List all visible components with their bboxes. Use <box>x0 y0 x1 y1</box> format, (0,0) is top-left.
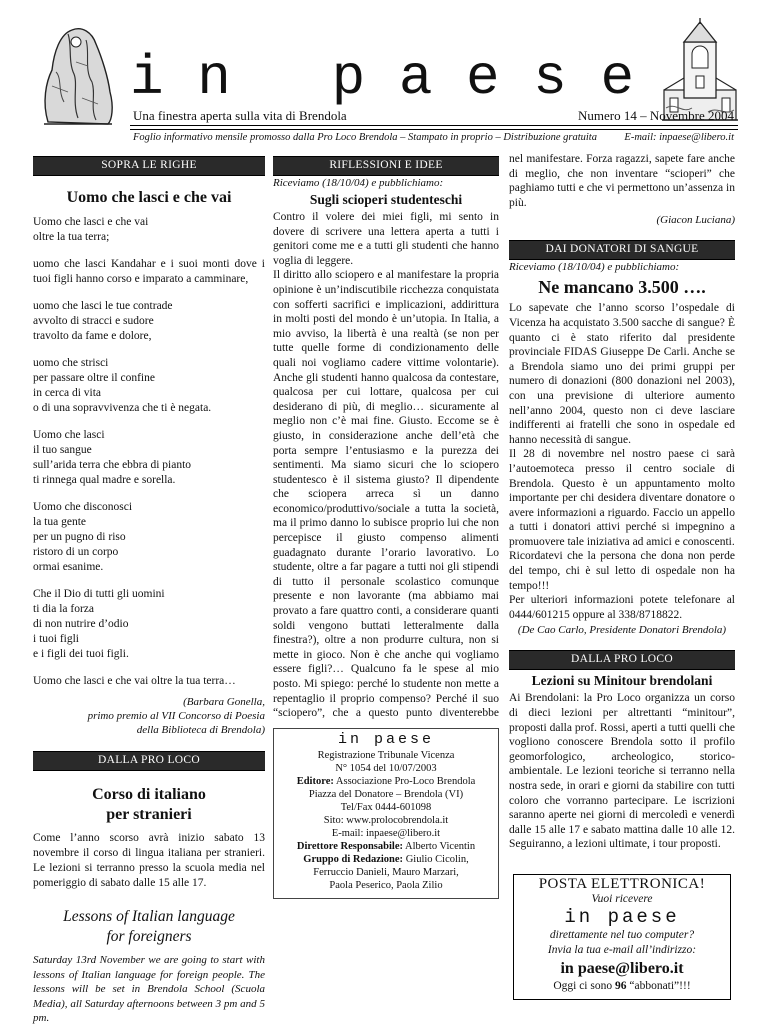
header-rule <box>130 125 738 126</box>
publication-info: Foglio informativo mensile promosso dalla Pro Loco Brendola – Stampato in proprio – Distribuzione gratuita <box>133 132 597 143</box>
poem-credit <box>33 695 265 737</box>
poem-credit-line: della Biblioteca di Brendola) <box>136 724 265 736</box>
poem-stanza <box>33 500 265 575</box>
article-kicker: Riceviamo (18/10/04) e pubblichiamo: <box>273 177 444 189</box>
column-right <box>509 152 735 1000</box>
poem-line: ti dia la forza <box>33 603 94 615</box>
poem-line: e i figli dei tuoi figli. <box>33 648 129 660</box>
poem-line: il tuo sangue <box>33 444 92 456</box>
director-line <box>278 840 494 853</box>
course-title <box>33 785 265 825</box>
editorial-group-line: Ferruccio Danieli, Mauro Marzari, <box>313 867 459 878</box>
issue-number: Numero 14 – Novembre 2004 <box>578 108 734 123</box>
section-header-donatori: DAI DONATORI DI SANGUE <box>509 240 735 260</box>
director-value: Alberto Vicentin <box>402 841 476 852</box>
article-body-minitour: Ai Brendolani: la Pro Loco organizza un corso di dieci lezioni per altrettanti “minitour”, proposti dalla prof. Rossi, aperti a tutti quelli che vogliono conoscere Brendola sotto il profilo geomorfologico, archeologico, storico-ambientale. Le lezioni teoriche si terranno nella nostra sede, in orari e giorni da stabilire con tutti coloro che vorranno partecipare. Le iscrizioni saranno aperte nei giorni di mercoledì e venerdì dalle 15 alle 17 e sabato mattina dalle 10 alle 12. Seguiranno, a lezioni ultimate, i tour proposti. <box>509 692 735 851</box>
poem-stanza <box>33 356 265 416</box>
editore-line <box>278 775 494 788</box>
poem-title: Uomo che lasci e che vai <box>66 189 232 206</box>
poem-line: uomo che strisci <box>33 357 109 369</box>
masthead-title: i n p a e s e <box>130 46 635 110</box>
header-email: E-mail: inpaese@libero.it <box>624 132 734 143</box>
editore-value: Associazione Pro-Loco Brendola <box>333 776 476 787</box>
poem-line: ristoro di un corpo <box>33 546 119 558</box>
poem-stanza <box>33 674 265 689</box>
poem-line: Uomo che disconosci <box>33 501 133 513</box>
column-left <box>33 156 265 1026</box>
subscriber-count-prefix: Oggi ci sono <box>553 979 615 992</box>
subscription-email[interactable]: in paese@libero.it <box>560 959 684 977</box>
poem-stanza <box>33 428 265 488</box>
article-title-sangue: Ne mancano 3.500 …. <box>538 277 706 298</box>
subscriber-count: 96 <box>614 979 627 992</box>
email-box-line2: Invia la tua e-mail all’indirizzo: <box>547 943 697 956</box>
rock-statue-illustration <box>38 22 118 127</box>
poem-body <box>33 215 265 689</box>
article-title-scioperi: Sugli scioperi studenteschi <box>309 192 463 207</box>
phone-line: Tel/Fax 0444-601098 <box>340 802 432 813</box>
poem-line: Uomo che lasci e che vai oltre la tua terra… <box>33 675 236 687</box>
poem-credit-line: primo premio al VII Concorso di Poesia <box>87 710 265 722</box>
section-header-pro-loco: DALLA PRO LOCO <box>509 650 735 670</box>
article-credit-decao: (De Cao Carlo, Presidente Donatori Brendola) <box>517 624 727 637</box>
subscriber-count-suffix: “abbonati”!!! <box>626 979 691 992</box>
editorial-group-line: Paola Peserico, Paola Zilio <box>329 880 443 891</box>
lessons-title-line: for foreigners <box>106 928 192 945</box>
address-line: Piazza del Donatore – Brendola (VI) <box>308 789 464 800</box>
director-label: Direttore Responsabile: <box>296 841 403 852</box>
poem-line: Uomo che lasci <box>33 429 105 441</box>
poem-line: ti rinnega qual madre e sorella. <box>33 474 176 486</box>
poem-line: travolto da fame e dolore, <box>33 330 152 342</box>
mini-masthead: in paese <box>337 731 434 748</box>
poem-line: in cerca di vita <box>33 387 102 399</box>
poem-credit-line: (Barbara Gonella, <box>183 696 265 708</box>
email-box-subtitle: Vuoi ricevere <box>591 892 653 905</box>
poem-line: i tuoi figli <box>33 633 79 645</box>
article-title-minitour: Lezioni su Minitour brendolani <box>531 673 713 689</box>
course-title-line: Corso di italiano <box>92 786 206 803</box>
article-body-sangue: Lo sapevate che l’anno scorso l’ospedale di Vicenza ha acquistato 3.500 sacche di sangue? È quanto ci è stato riferito dal presidente provinciale FIDAS Giuseppe De Carli. Anche se a Brendola siamo uno dei primi gruppi per numero di donazioni (800 donazioni nel 2003), con una previsione di ulteriore aumento nell’anno 2004, questo non ci deve lasciare indifferenti ai fratelli che sono in ospedale ed hanno necessità di sangue. Il 28 di novembre nel nostro paese ci sarà l’autoemoteca presso il centro sociale di Brendola. Questo è un appuntamento molto importante per chi desidera diventare donatore o avere informazioni a riguardo. Faccio un appello a tutti i donatori attivi perché si impegnino a promuovere tale iniziativa ad amici e conoscenti. Ricordatevi che la persona che dona non perde del tempo, chi è sul letto di ospedale non ha tempo!!! Per ulteriori informazioni potete telefonare al 0444/601215 oppure al 338/8718822. <box>509 302 735 621</box>
email-line: E-mail: inpaese@libero.it <box>331 828 441 839</box>
subscriber-count-line <box>518 979 726 994</box>
masthead-info-box <box>273 728 499 899</box>
editorial-group-value: Giulio Cicolin, <box>403 854 469 865</box>
poem-line: di non nutrire d’odio <box>33 618 129 630</box>
poem-stanza <box>33 215 265 245</box>
lessons-title <box>33 907 265 947</box>
email-subscription-box <box>513 874 731 1000</box>
poem-line: uomo che lasci le tue contrade <box>33 300 173 312</box>
email-box-line1: direttamente nel tuo computer? <box>549 928 695 941</box>
section-header-dalla-pro-loco: DALLA PRO LOCO <box>33 751 265 771</box>
poem-line: la tua gente <box>33 516 87 528</box>
section-header-riflessioni: RIFLESSIONI E IDEE <box>273 156 499 176</box>
article-body-scioperi: Contro il volere dei miei figli, mi sento in dovere di scrivere una lettera aperta a tutti i genitori come me e a tutti gli studenti che hanno voglia di leggere. Il diritto allo sciopero e al manifestare la propria opinione è un’indiscutibile ricchezza conquistata con sofferti sacrifici e implicazioni, addirittura in molti posti del mondo è un’utopia. In Italia, a mio avviso, la libertà è una realtà (se non per tutte quelle forme di condizionamento delle quali noi vogliamo cadere vittime volontarie). Anche gli studenti hanno qualcosa da contestare, qualcosa per cui lottare, qualcosa per cui desiderano di più, di meglio… sicuramente al meglio non c’è mai fine. Giusto. Eccome se è giusto, in considerazione anche dell’età che porta sempre l’entusiasmo e la purezza dei sentimenti. Ma siamo sicuri che lo sciopero studentesco è il sistema giusto? Il dipendente che sciopera arreca sì un danno economico/produttivo/sociale a tutta la società, ma il primo danno lo subisce proprio lui che non percepisce il giusto compenso alimenti guadagnato durante l’orario lavorativo. Lo studente, oltre a far pagare a tutti noi gli stipendi di tutto il personale scolastico comunque presente e non lavorante (ma abbiamo mai provato a fare quattro conti, a considerare quanti soldi vengono buttati letteralmente dalla finestra?), oltre a non produrre cultura, non si mette in gioco. Non è che anche qui vogliamo essere figli?… Qualcuno fa le spese al mio posto. Mi spiego: perché lo studente non mette a repentaglio il proprio compenso? Perché il suo “sciopero”, che a questo punto diventerebbe <box>273 211 499 720</box>
poem-line: per un pugno di riso <box>33 531 126 543</box>
poem-stanza <box>33 299 265 344</box>
poem-line: Che il Dio di tutti gli uomini <box>33 588 165 600</box>
article-continuation: nel manifestare. Forza ragazzi, sapete fare anche di meglio, che non inventare “scioperi” che paghiamo tutti e che vi permettono un’assenza in più. <box>509 153 735 209</box>
poem-stanza <box>33 257 265 287</box>
editore-label: Editore: <box>296 776 334 787</box>
poem-line: Uomo che lasci e che vai <box>33 216 149 228</box>
website-line: Sito: www.prolocobrendola.it <box>323 815 449 826</box>
editorial-group-label: Gruppo di Redazione: <box>303 854 404 865</box>
article-credit-giacon: (Giacon Luciana) <box>656 214 735 227</box>
poem-line: sull’arida terra che ebbra di pianto <box>33 459 192 471</box>
donatori-kicker: Riceviamo (18/10/04) e pubblichiamo: <box>509 261 680 274</box>
column-middle <box>273 156 499 899</box>
poem-stanza <box>33 587 265 662</box>
masthead-tagline: Una finestra aperta sulla vita di Brendola <box>133 108 347 123</box>
poem-line: ormai esanime. <box>33 561 104 573</box>
lessons-title-line: Lessons of Italian language <box>63 908 235 925</box>
registration-line: N° 1054 del 10/07/2003 <box>335 763 437 774</box>
editorial-group-line <box>278 853 494 866</box>
poem-line: oltre la tua terra; <box>33 231 110 243</box>
registration-line: Registrazione Tribunale Vicenza <box>317 750 455 761</box>
poem-line: avvolto di stracci e sudore <box>33 315 154 327</box>
poem-line: per passare oltre il confine <box>33 372 155 384</box>
section-header-sopra-le-righe: SOPRA LE RIGHE <box>33 156 265 176</box>
email-box-masthead: in paese <box>564 905 680 928</box>
header-rule-thin <box>130 129 738 130</box>
course-title-line: per stranieri <box>106 806 192 823</box>
email-box-title: POSTA ELETTRONICA! <box>538 875 706 892</box>
poem-line: o di una sopravvivenza che ti è negata. <box>33 402 212 414</box>
poem-line: uomo che lasci Kandahar e i suoi monti dove i tuoi figli hanno corso e imparato a camminare, <box>33 258 265 285</box>
lessons-text: Saturday 13rd November we are going to start with lessons of Italian language for foreign people. The lessons will be set in Brendola School (Scuola Media), all Saturday afternoons between 3 pm and 5 pm. <box>33 954 265 1024</box>
course-text: Come l’anno scorso avrà inizio sabato 13 novembre il corso di lingua italiana per stranieri. Le lezioni si terranno presso la scuola media nel pomeriggio di sabato dalle 15 alle 17. <box>33 832 265 889</box>
